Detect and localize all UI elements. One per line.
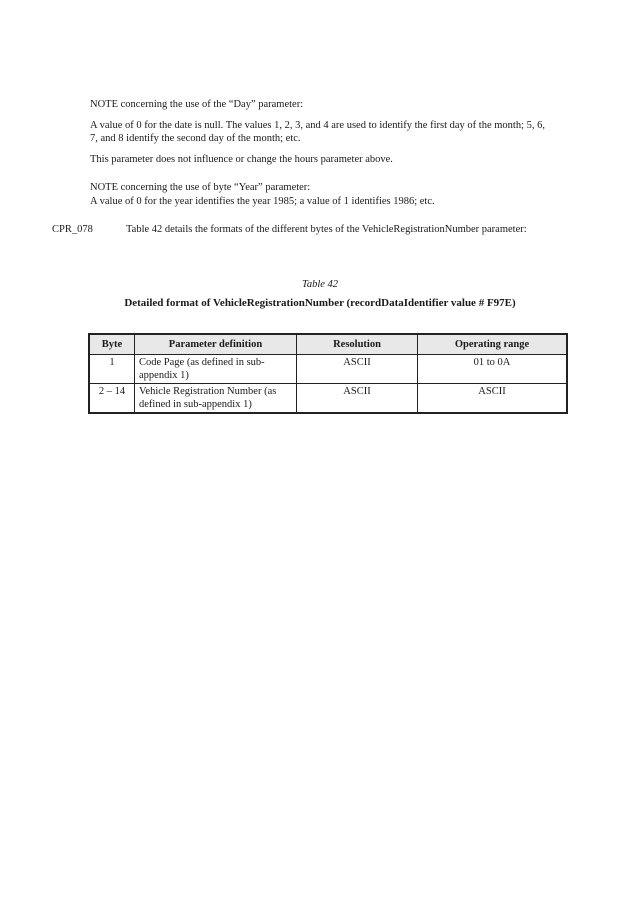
cell-range: ASCII xyxy=(418,384,568,414)
table-title: Detailed format of VehicleRegistrationNumber (recordDataIdentifier value # F97E) xyxy=(124,297,516,309)
table-row xyxy=(89,384,567,414)
note-day-title-text: NOTE concerning the use of the “Day” parameter: xyxy=(90,99,304,110)
format-table xyxy=(88,333,568,414)
cell-byte: 1 xyxy=(89,355,135,384)
note-year-body xyxy=(90,195,550,208)
table-header-row xyxy=(89,334,567,355)
note-day-extra xyxy=(90,153,550,166)
header-byte: Byte xyxy=(89,334,135,355)
cell-range: 01 to 0A xyxy=(418,355,568,384)
cell-byte: 2 – 14 xyxy=(89,384,135,414)
table-number: Table 42 xyxy=(301,279,339,290)
table-row xyxy=(89,355,567,384)
cell-resolution: ASCII xyxy=(297,355,418,384)
header-parameter: Parameter definition xyxy=(135,334,297,355)
cell-parameter: Code Page (as defined in sub-appendix 1) xyxy=(135,355,297,384)
note-day-body xyxy=(90,119,550,145)
header-resolution: Resolution xyxy=(297,334,418,355)
note-year-body-text: A value of 0 for the year identifies the year 1985; a value of 1 identifies 1986; etc. xyxy=(90,196,435,207)
note-day-title xyxy=(90,98,550,111)
requirement-text: Table 42 details the formats of the different bytes of the VehicleRegistrationNumber parameter: xyxy=(126,224,527,235)
note-day-body-text: A value of 0 for the date is null. The values 1, 2, 3, and 4 are used to identify the first day of the month; 5, 6, 7, and 8 identify the second day of the month; etc. xyxy=(90,120,545,144)
note-year-title-text: NOTE concerning the use of byte “Year” parameter: xyxy=(90,182,311,193)
note-year-title xyxy=(90,181,550,194)
requirement-id: CPR_078 xyxy=(52,224,93,235)
note-day-extra-text: This parameter does not influence or change the hours parameter above. xyxy=(90,154,393,165)
cell-resolution: ASCII xyxy=(297,384,418,414)
cell-parameter: Vehicle Registration Number (as defined in sub-appendix 1) xyxy=(135,384,297,414)
header-range: Operating range xyxy=(418,334,568,355)
